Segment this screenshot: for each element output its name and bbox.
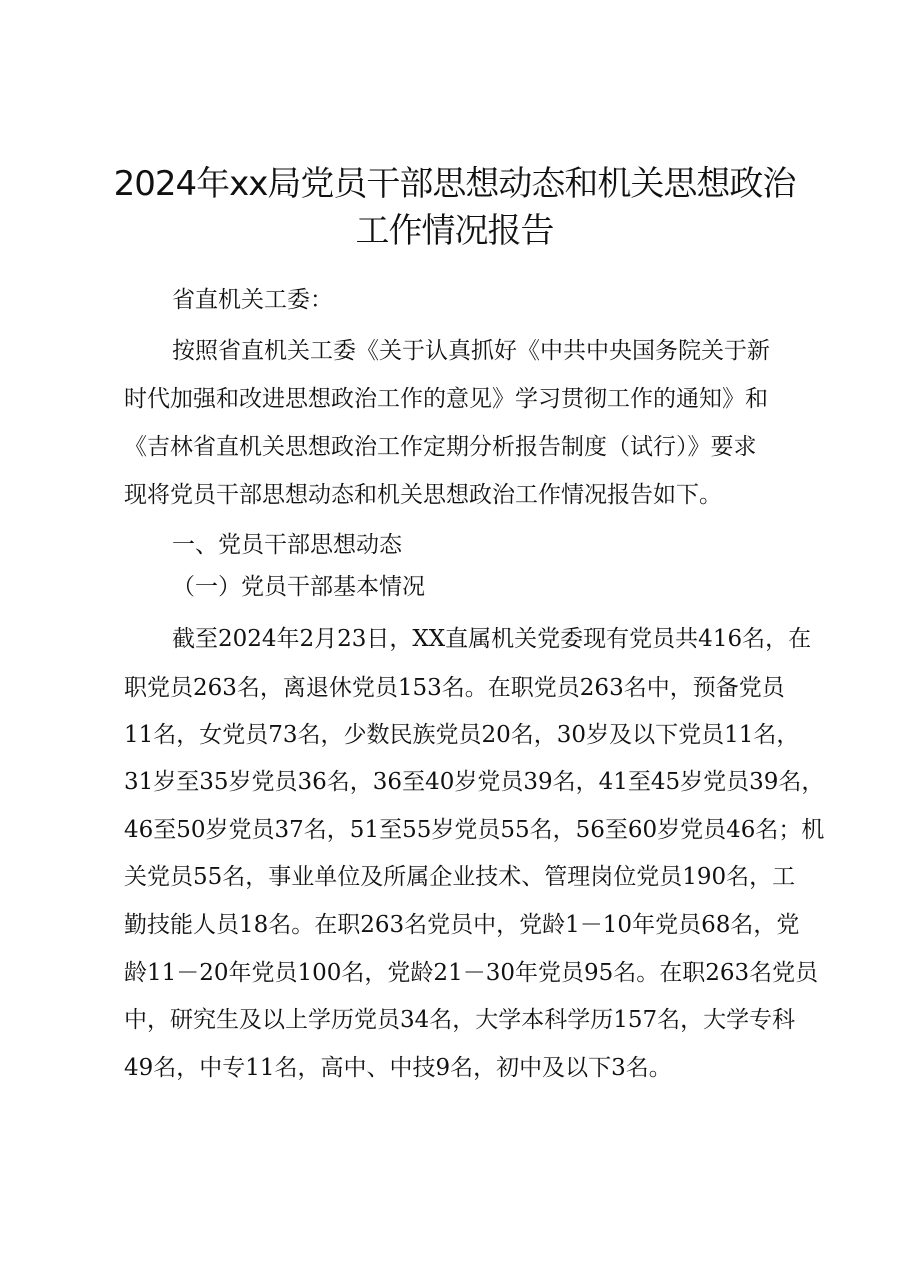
body-paragraph-line: 勤技能人员18名。在职263名党员中，党龄1－10年党员68名，党 <box>124 912 800 938</box>
intro-paragraph-line: 现将党员干部思想动态和机关思想政治工作情况报告如下。 <box>124 482 722 508</box>
intro-paragraph-line: 《吉林省直机关思想政治工作定期分析报告制度（试行）》要求 <box>124 434 757 460</box>
intro-paragraph-line: 时代加强和改进思想政治工作的意见》学习贯彻工作的通知》和 <box>124 386 768 412</box>
body-paragraph-line: 46至50岁党员37名，51至55岁党员55名，56至60岁党员46名；机 <box>124 817 825 843</box>
section-heading: 一、党员干部思想动态 <box>172 532 402 558</box>
salutation: 省直机关工委： <box>172 287 333 313</box>
body-paragraph-line: 49名，中专11名，高中、中技9名，初中及以下3名。 <box>124 1055 672 1081</box>
body-paragraph-line: 截至2024年2月23日，XX直属机关党委现有党员共416名，在 <box>172 626 812 652</box>
document-title-line-1: 2024年xx局党员干部思想动态和机关思想政治 <box>113 164 796 204</box>
body-paragraph-line: 31岁至35岁党员36名，36至40岁党员39名，41至45岁党员39名， <box>124 769 825 795</box>
body-paragraph-line: 龄11－20年党员100名，党龄21－30年党员95名。在职263名党员 <box>124 960 819 986</box>
intro-paragraph-line: 按照省直机关工委《关于认真抓好《中共中央国务院关于新 <box>172 338 770 364</box>
document-title-line-2: 工作情况报告 <box>355 211 554 251</box>
body-paragraph-line: 中，研究生及以上学历党员34名，大学本科学历157名，大学专科 <box>124 1007 796 1033</box>
body-paragraph-line: 职党员263名，离退休党员153名。在职党员263名中，预备党员 <box>124 675 785 701</box>
body-paragraph-line: 关党员55名，事业单位及所属企业技术、管理岗位党员190名，工 <box>124 864 796 890</box>
body-paragraph-line: 11名，女党员73名，少数民族党员20名，30岁及以下党员11名， <box>124 722 800 748</box>
subsection-heading: （一）党员干部基本情况 <box>172 574 425 600</box>
